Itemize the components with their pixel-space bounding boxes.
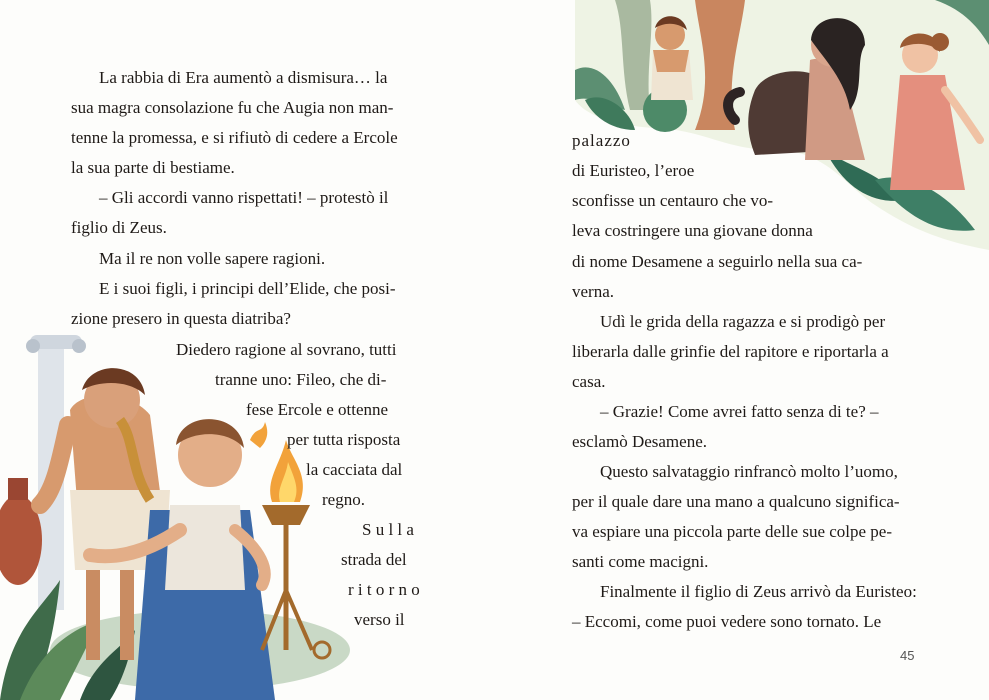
text-line: per tutta risposta (287, 430, 401, 449)
text-line: liberarla dalle grinfie del rapitore e riportarla a (572, 342, 889, 361)
text-line: di nome Desamene a seguirlo nella sua ca- (572, 252, 863, 271)
text-line: verna. (572, 282, 615, 301)
text-line: r i t o r n o (348, 580, 420, 599)
text-line: zione presero in questa diatriba? (71, 309, 291, 328)
text-line: Finalmente il figlio di Zeus arrivò da Euristeo: (600, 582, 917, 601)
text-line: sua magra consolazione fu che Augia non man- (71, 98, 394, 117)
text-line: palazzo (572, 131, 631, 150)
text-line: leva costringere una giovane donna (572, 221, 813, 240)
centaur-and-desamene-illustration (575, 0, 989, 250)
text-line: esclamò Desamene. (572, 432, 707, 451)
text-line: Questo salvataggio rinfrancò molto l’uomo, (600, 462, 898, 481)
text-line: strada del (341, 550, 407, 569)
text-line: la cacciata dal (306, 460, 403, 479)
text-line: S u l l a (362, 520, 414, 539)
text-line: di Euristeo, l’eroe (572, 161, 695, 180)
text-line: tranne uno: Fileo, che di- (215, 370, 387, 389)
text-line: regno. (322, 490, 365, 509)
text-line: casa. (572, 372, 606, 391)
text-line: La rabbia di Era aumentò a dismisura… la (99, 68, 388, 87)
text-line: va espiare una piccola parte delle sue colpe pe- (572, 522, 893, 541)
text-line: tenne la promessa, e si rifiutò di cedere a Ercole (71, 128, 398, 147)
text-line: la sua parte di bestiame. (71, 158, 235, 177)
text-line: figlio di Zeus. (71, 218, 167, 237)
page-number: 45 (900, 648, 915, 663)
text-line: sconfisse un centauro che vo- (572, 191, 774, 210)
text-line: – Grazie! Come avrei fatto senza di te? – (600, 402, 879, 421)
text-line: Udì le grida della ragazza e si prodigò per (600, 312, 886, 331)
text-line: verso il (354, 610, 405, 629)
text-line: santi come macigni. (572, 552, 709, 571)
text-line: – Gli accordi vanno rispettati! – protestò il (99, 188, 389, 207)
text-line: per il quale dare una mano a qualcuno significa- (572, 492, 900, 511)
text-line: – Eccomi, come puoi vedere sono tornato. Le (572, 612, 882, 631)
text-line: fese Ercole e ottenne (246, 400, 389, 419)
text-line: Diedero ragione al sovrano, tutti (176, 340, 397, 359)
text-line: E i suoi figli, i principi dell’Elide, che posi- (99, 279, 396, 298)
text-line: Ma il re non volle sapere ragioni. (99, 249, 326, 268)
